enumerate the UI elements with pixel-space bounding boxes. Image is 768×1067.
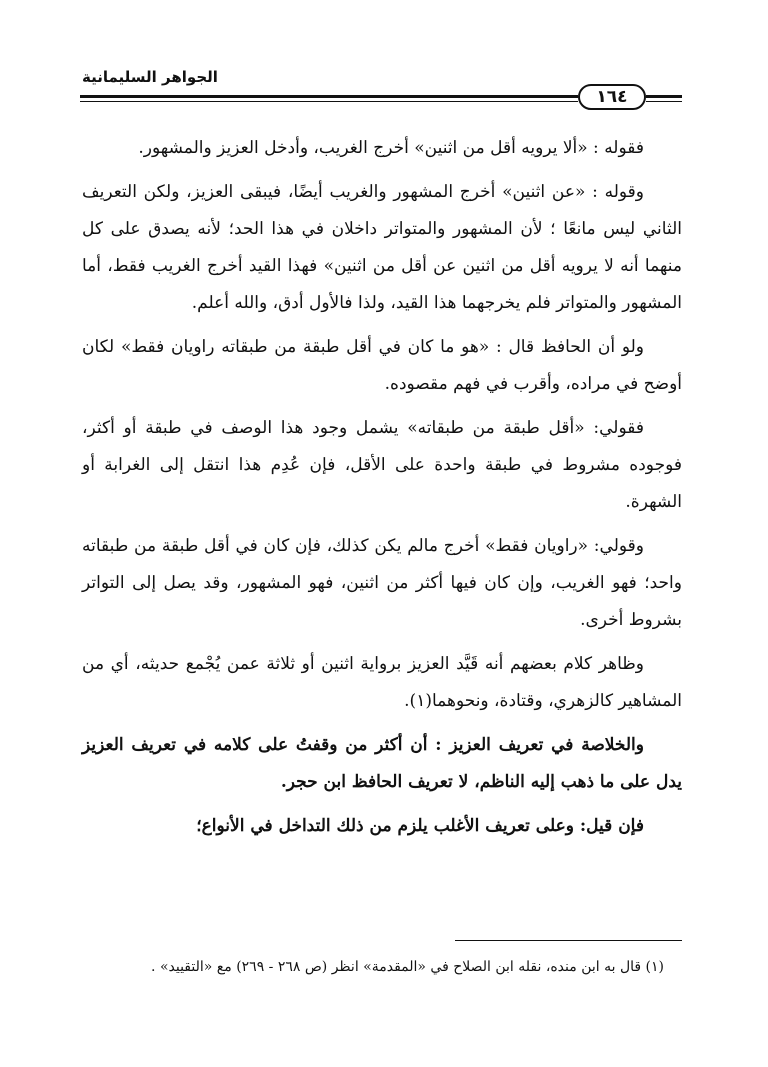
header-rule-thin xyxy=(80,101,578,102)
header-rule-right-thin xyxy=(646,101,682,102)
header-rule-right xyxy=(646,95,682,98)
paragraph: وظاهر كلام بعضهم أنه قَيَّد العزيز برواية اثنين أو ثلاثة عمن يُجْمع حديثه، أي من المشاهير كالزهري، وقتادة، ونحوهما(١). xyxy=(82,654,682,711)
header-rule xyxy=(80,95,578,98)
body-text xyxy=(82,130,682,852)
page-number: ١٦٤ xyxy=(578,84,646,110)
paragraph: وقولي: «راويان فقط» أخرج مالم يكن كذلك، فإن كان في أقل طبقة من طبقاته واحد؛ فهو الغريب، وإن كان فيها أكثر من اثنين، فهو المشهور، وقد يصل إلى التواتر بشروط أخرى. xyxy=(82,536,682,630)
paragraph: وقوله : «عن اثنين» أخرج المشهور والغريب أيضًا، فيبقى العزيز، ولكن التعريف الثاني ليس مانعًا ؛ لأن المشهور والمتواتر داخلان في هذا الحد؛ لأنه يصدق على كل منهما أنه لا يرويه أقل من اثنين عن أقل من اثنين» فهذا القيد أخرج الغريب فقط، أما المشهور والمتواتر فلم يخرجهما هذا القيد، ولذا فالأول أدق، والله أعلم. xyxy=(82,182,682,313)
footnote-separator xyxy=(455,940,682,941)
paragraph: ولو أن الحافظ قال : «هو ما كان في أقل طبقة من طبقاته راويان فقط» لكان أوضح في مراده، وأقرب في فهم مقصوده. xyxy=(82,337,682,394)
paragraph: فقوله : «ألا يرويه أقل من اثنين» أخرج الغريب، وأدخل العزيز والمشهور. xyxy=(138,138,644,158)
footnote: (١) قال به ابن منده، نقله ابن الصلاح في «المقدمة» انظر (ص ٢٦٨ - ٢٦٩) مع «التقييد» . xyxy=(151,959,664,975)
paragraph-summary: والخلاصة في تعريف العزيز : أن أكثر من وقفتُ على كلامه في تعريف العزيز يدل على ما ذهب إليه الناظم، لا تعريف الحافظ ابن حجر. xyxy=(82,735,682,792)
paragraph-question: فإن قيل: وعلى تعريف الأغلب يلزم من ذلك التداخل في الأنواع؛ xyxy=(196,816,644,836)
footnotes xyxy=(82,952,682,982)
running-title: الجواهر السليمانية xyxy=(82,68,218,86)
paragraph: فقولي: «أقل طبقة من طبقاته» يشمل وجود هذا الوصف في طبقة أو أكثر، فوجوده مشروط في طبقة واحدة على الأقل، فإن عُدِم هذا انتقل إلى الغرابة أو الشهرة. xyxy=(82,418,682,512)
